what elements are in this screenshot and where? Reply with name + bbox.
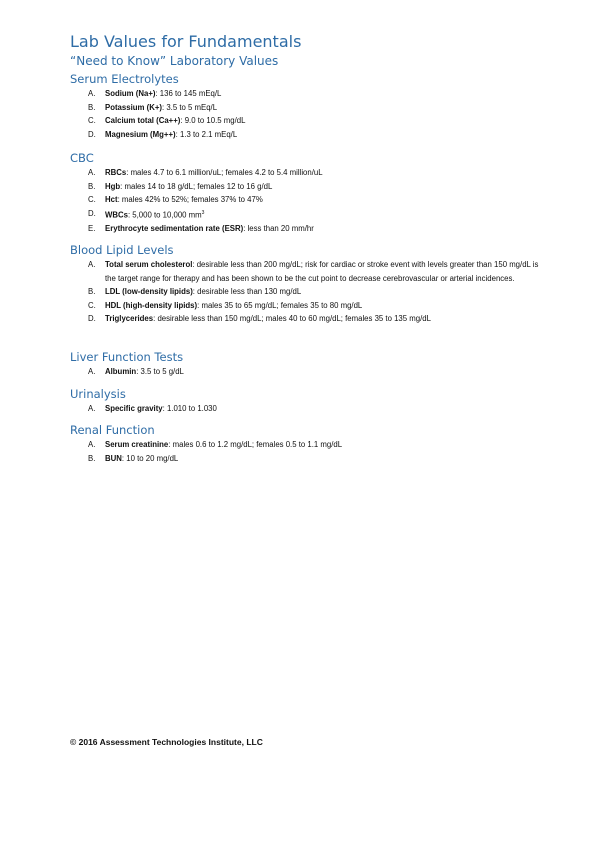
lab-term: LDL (low-density lipids) (105, 287, 193, 296)
list-marker: B. (88, 287, 96, 296)
item-list (70, 438, 540, 465)
list-item (70, 180, 540, 194)
lab-value: : desirable less than 150 mg/dL; males 40 to 60 mg/dL; females 35 to 135 mg/dL (153, 314, 431, 323)
item-list (70, 166, 540, 235)
list-item (70, 128, 540, 142)
lab-term: Albumin (105, 367, 137, 376)
item-list (70, 87, 540, 141)
lab-term: Sodium (Na+) (105, 89, 156, 98)
list-marker: D. (88, 314, 96, 323)
lab-term: WBCs (105, 210, 128, 220)
section-heading: Serum Electrolytes (70, 72, 179, 86)
list-marker: A. (88, 168, 96, 177)
section-heading: Renal Function (70, 423, 155, 437)
list-marker: B. (88, 102, 96, 112)
list-item (70, 101, 540, 115)
section-heading: Urinalysis (70, 387, 126, 401)
list-marker: A. (88, 440, 96, 449)
lab-value: : 5,000 to 10,000 mm (127, 210, 202, 220)
lab-value: : desirable less than 200 mg/dL; risk for cardiac or stroke event with levels greater than 150 mg/dL is the target range for therapy and has been shown to be the cut point to decrease cerebrovascular or arterial incidences. (105, 260, 539, 283)
list-marker: B. (88, 181, 96, 191)
list-item (70, 114, 540, 128)
lab-value: : 3.5 to 5 g/dL (136, 367, 184, 376)
document-title: Lab Values for Fundamentals (70, 32, 302, 51)
lab-term: RBCs (105, 168, 127, 177)
lab-value: : 1.3 to 2.1 mEq/L (175, 129, 238, 139)
list-item (70, 438, 540, 452)
lab-value: : males 0.6 to 1.2 mg/dL; females 0.5 to 1.1 mg/dL (168, 440, 343, 449)
list-item (70, 452, 540, 466)
list-item (70, 193, 540, 207)
item-list (70, 402, 540, 416)
lab-term: Specific gravity (105, 404, 163, 413)
lab-value: : 136 to 145 mEq/L (155, 89, 222, 98)
section-heading: Blood Lipid Levels (70, 243, 174, 257)
list-marker: A. (88, 260, 96, 269)
list-marker: C. (88, 300, 96, 310)
lab-term: BUN (105, 453, 122, 463)
lab-value: : males 42% to 52%; females 37% to 47% (117, 195, 263, 204)
item-list (70, 258, 540, 326)
list-marker: B. (88, 453, 96, 463)
lab-value: : 3.5 to 5 mEq/L (161, 102, 218, 112)
list-item (70, 207, 540, 222)
list-marker: A. (88, 404, 96, 413)
lab-term: Serum creatinine (105, 440, 169, 449)
lab-term: HDL (high-density lipids) (105, 300, 198, 310)
section-cbc (70, 151, 540, 235)
section-blood-lipid-levels (70, 243, 540, 326)
lab-value: : males 14 to 18 g/dL; females 12 to 16 g/dL (120, 181, 273, 191)
list-marker: D. (88, 129, 96, 139)
list-marker: A. (88, 367, 96, 376)
lab-term: Hgb (105, 181, 121, 191)
list-item (70, 87, 540, 101)
lab-value: : males 4.7 to 6.1 million/uL; females 4.2 to 5.4 million/uL (126, 168, 323, 177)
list-marker: C. (88, 195, 96, 204)
list-marker: E. (88, 223, 96, 233)
section-renal-function (70, 423, 540, 465)
list-marker: D. (88, 208, 96, 218)
lab-term: Total serum cholesterol (105, 260, 193, 269)
item-list (70, 365, 540, 379)
list-item (70, 402, 540, 416)
lab-term: Calcium total (Ca++) (105, 116, 181, 125)
lab-value: : 9.0 to 10.5 mg/dL (180, 116, 246, 125)
section-urinalysis (70, 387, 540, 416)
document-subtitle: “Need to Know” Laboratory Values (70, 54, 279, 68)
list-item (70, 258, 545, 285)
lab-value: : 1.010 to 1.030 (162, 404, 217, 413)
lab-term: Hct (105, 195, 118, 204)
lab-value: : less than 20 mm/hr (243, 223, 314, 233)
superscript: 3 (201, 209, 205, 216)
lab-value: : 10 to 20 mg/dL (121, 453, 179, 463)
list-item (70, 166, 540, 180)
list-item (70, 285, 540, 299)
lab-term: Potassium (K+) (105, 102, 162, 112)
lab-term: Triglycerides (105, 314, 154, 323)
list-marker: C. (88, 116, 96, 125)
list-marker: A. (88, 89, 96, 98)
section-serum-electrolytes (70, 72, 540, 141)
copyright-footer: © 2016 Assessment Technologies Institute, LLC (70, 737, 263, 747)
list-item (70, 299, 540, 313)
list-item (70, 222, 540, 236)
section-heading: CBC (70, 151, 94, 165)
lab-value: : desirable less than 130 mg/dL (192, 287, 302, 296)
section-liver-function-tests (70, 350, 540, 379)
lab-term: Magnesium (Mg++) (105, 129, 176, 139)
section-heading: Liver Function Tests (70, 350, 184, 364)
lab-value: : males 35 to 65 mg/dL; females 35 to 80 mg/dL (197, 300, 363, 310)
list-item (70, 312, 540, 326)
list-item (70, 365, 540, 379)
lab-term: Erythrocyte sedimentation rate (ESR) (105, 223, 244, 233)
